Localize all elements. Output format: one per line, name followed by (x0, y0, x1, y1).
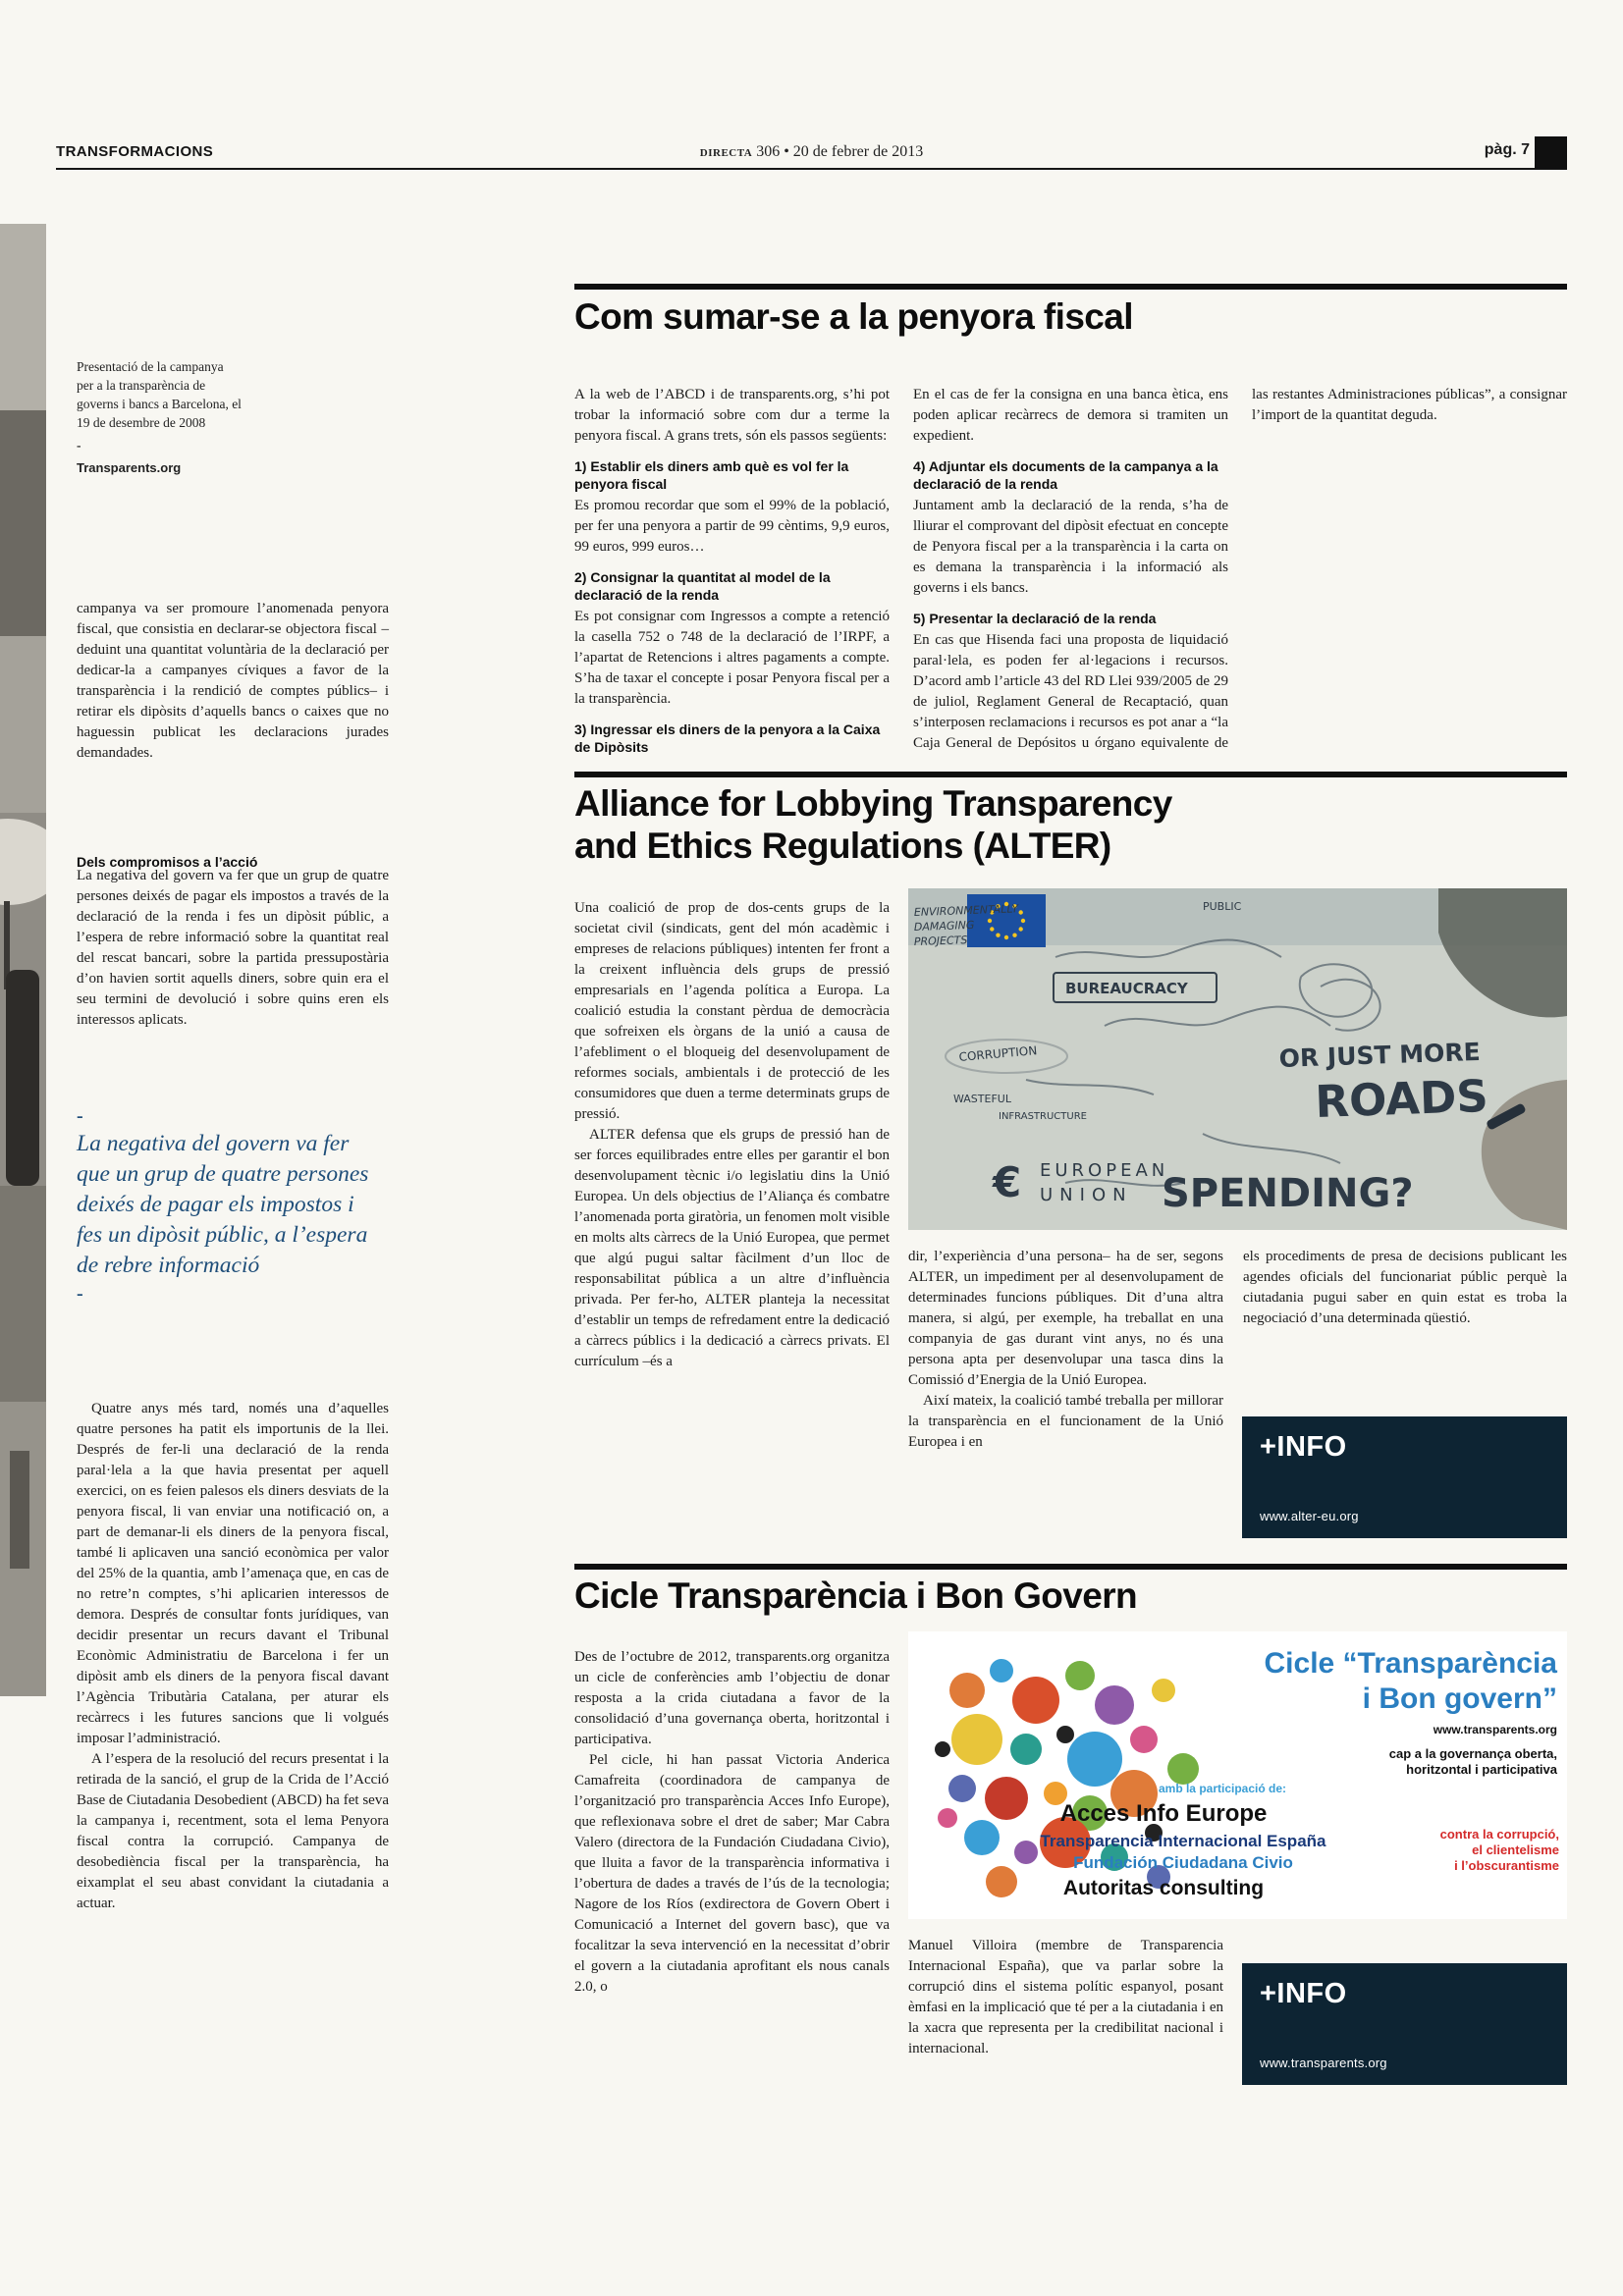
label-wasteful: WASTEFUL (953, 1093, 1011, 1105)
article3-paragraph-3: Manuel Villoira (membre de Transparencia Internacional España), que va parlar sobre la corrupció dins el sistema polític espanyol, posant èmfasi en la implicació que té per a la ciutadania i en la xacra que representa per la credibilitat nacional i internacional. (908, 1938, 1223, 2056)
photo-caption (77, 357, 242, 477)
article1-step2-body: Es pot consignar com Ingressos a compte a retenció la casella 752 o 748 de la declaració de l’IRPF, a l’apartat de Retencions i altres pagaments a compte. S’ha de taxar el concepte i posar Penyora fiscal per a la transparència. (574, 609, 890, 707)
banner-participant-2: Transparencia Internacional España (1040, 1832, 1326, 1850)
info-label: +INFO (1260, 1431, 1347, 1463)
article1-step3-head: 3) Ingressar els diners de la penyora a la Caixa de Dipòsits (574, 721, 881, 755)
article1-step4-body: Juntament amb la declaració de la renda, s’ha de lliurar el comprovant del dipòsit efectuat en concepte de Penyora fiscal per a la transparència i la carta on es demana la transparència i la informació als governs i els bancs. (913, 498, 1228, 596)
article1-step5-head: 5) Presentar la declaració de la renda (913, 611, 1157, 626)
masthead-name: directa (699, 143, 753, 160)
article2-title (574, 782, 1478, 867)
label-public: PUBLIC (1203, 900, 1242, 913)
caption-text: Presentació de la campanya per a la transparència de governs i bancs a Barcelona, el 19 de desembre de 2008 (77, 359, 242, 430)
article3-column-2 (908, 1936, 1223, 2059)
article2-paragraph-5: els procediments de presa de decisions publicant les agendes oficials del funcionariat públic perquè la ciutadania pugui saber en quin estat es troba la negociació d’una determinada qüestió. (1243, 1249, 1567, 1326)
label-environmentally: ENVIRONMENTALLY (913, 902, 1019, 919)
banner-url: www.transparents.org (1433, 1723, 1557, 1736)
article1-body (574, 385, 1567, 774)
banner-participant-3: Fundación Ciudadana Civio (1073, 1853, 1293, 1872)
article1-step3-body: En el cas de fer la consigna en una banca ètica, ens poden aplicar recàrrecs de demora si tramiten un expedient. (913, 387, 1228, 444)
edge-photo-strip (0, 224, 46, 1696)
article2-paragraph-3: dir, l’experiència d’una persona– ha de ser, segons ALTER, un impediment per al desenvolupament de determinades funcions públiques. Dit d’una altra manera, si algú, per exemple, ha treballat en una companyia de gas durant vint anys, no és una persona apta per desenvolupar una tasca dins la Comissió d’Energia de la Unió Europea. (908, 1249, 1223, 1388)
photo-credit: Transparents.org (77, 460, 182, 475)
info-box-alter (1242, 1416, 1567, 1538)
banner-against-line3: i l’obscurantisme (1454, 1858, 1559, 1873)
banner-title-line1: Cicle “Transparència (1264, 1647, 1557, 1680)
article2-paragraph-4: Així mateix, la coalició també treballa per millorar la transparència en el funcionament de la Unió Europea i en (908, 1393, 1223, 1450)
headline-rule-1 (574, 284, 1567, 290)
corner-square-mark (1535, 136, 1567, 169)
left-subhead: Dels compromisos a l’acció (77, 854, 258, 870)
article1-step5-body: En cas que Hisenda faci una proposta de liquidació paral·lela, es poden fer al·legacions i recursos. D’acord amb l’article 43 del RD Llei 939/2005 de 29 de juliol, Reglament General de Recaptació, quan s’interposen reclamacions i recursos es pot anar a “la Caja General de Depósitos u órgano equivalente de las restantes Administraciones públicas”, a consignar l’import de la quantitat deguda. (913, 387, 1567, 751)
label-roads: ROADS (1314, 1069, 1489, 1128)
pull-quote-dash-top: - (77, 1105, 83, 1127)
article1-title: Com sumar-se a la penyora fiscal (574, 296, 1133, 337)
article2-title-line2: and Ethics Regulations (ALTER) (574, 826, 1111, 866)
label-bureaucracy: BUREAUCRACY (1065, 980, 1188, 997)
left-paragraph-1: campanya va ser promoure l’anomenada penyora fiscal, que consistia en declarar-se objectora fiscal –deduint una quantitat voluntària de la declaració per dedicar-la a campanyes cíviques a favor de la transparència i la rendició de comptes públics– i retirar els dipòsits d’aquells bancs o caixes que no haguessin publicat les declaracions jurades demandades. (77, 601, 389, 761)
article1-step4-head: 4) Adjuntar els documents de la campanya a la declaració de la renda (913, 458, 1218, 492)
banner-tagline-line2: horitzontal i participativa (1406, 1762, 1557, 1777)
label-damaging: DAMAGING (913, 918, 975, 934)
article2-column-2 (908, 1247, 1223, 1453)
banner-tagline-line1: cap a la governança oberta, (1388, 1746, 1557, 1761)
article1-step2-head: 2) Consignar la quantitat al model de la declaració de la renda (574, 569, 831, 603)
banner-title-line2: i Bon govern” (1362, 1682, 1557, 1715)
headline-rule-3 (574, 1564, 1567, 1570)
caption-dash: - (77, 438, 81, 453)
label-or-just-more: OR JUST MORE (1278, 1037, 1482, 1073)
article2-title-line1: Alliance for Lobbying Transparency (574, 783, 1172, 824)
article3-column-1 (574, 1647, 890, 1998)
headline-rule-2 (574, 772, 1567, 777)
left-paragraph-2: La negativa del govern va fer que un grup de quatre persones deixés de pagar els impostos a través de la declaració de la renda i fes un dipòsit públic, a l’espera de rebre informació sobre la quantitat real del rescat bancari, sobre la partida pressupostària d’on havien sortit aquells diners, sobre quin era el seu termini de devolució i sobre quins eren els interessos aplicats. (77, 868, 389, 1028)
banner-against-line2: el clientelisme (1472, 1842, 1559, 1857)
pull-quote-dash-bottom: - (77, 1283, 83, 1305)
banner-against-line1: contra la corrupció, (1439, 1827, 1559, 1842)
label-euro-sign: € (993, 1158, 1022, 1206)
article1-step1-body: Es promou recordar que som el 99% de la població, per fer una penyora a partir de 99 cèntims, 9,9 euros, 99 euros, 999 euros… (574, 498, 890, 555)
left-paragraph-4: A l’espera de la resolució del recurs presentat i la retirada de la sanció, el grup de la Crida de l’Acció Base de Ciutadania Desobedient (ABCD) ha fet seva la campanya i, recentment, sota el lema Penyora fiscal contra la corrupció. Campanya de desobediència fiscal per la transparència, ha eixamplat el seu abast convidant la ciutadania a actuar. (77, 1751, 389, 1911)
info-box-transparents (1242, 1963, 1567, 2085)
article3-paragraph-2: Pel cicle, hi han passat Victoria Anderica Camafreita (coordinadora de campanya de l’organització pro transparència Acces Info Europe), que reflexionava sobre el dret de saber; Mar Cabra Valero (directora de la Fundación Ciudadana Civio), que lluita a favor de la transparència informativa i l’obertura de dades a través de l’ús de la tecnologia; Nagore de los Ríos (exdirectora de Govern Obert i Comunicació a Internet del govern basc), que va focalitzar la seva intervenció en la necessitat d’obrir el govern a la ciutadania aprofitant els nous canals 2.0, o (574, 1752, 890, 1995)
article1-step1-head: 1) Establir els diners amb què es vol fer la penyora fiscal (574, 458, 849, 492)
article2-column-3 (1243, 1247, 1567, 1329)
edge-photo-graphic (0, 224, 46, 1696)
label-european: EUROPEAN (1040, 1160, 1169, 1181)
label-projects: PROJECTS (913, 934, 968, 948)
article2-paragraph-1: Una coalició de prop de dos-cents grups de la societat civil (sindicats, gent del món acadèmic i empreses de relacions públiques) intenten fer front a la creixent influència dels grups de pressió empresarials en l’agenda política a Europa. La coalició estudia la constant pèrdua de democràcia que sofreixen els òrgans de la unió a causa de l’afebliment o el bloqueig del desenvolupament de reformes socials, ambientals i de protecció de les consumidores que duen a terme determinats grups de pressió. (574, 900, 890, 1122)
article2-column-1 (574, 898, 890, 1372)
article2-paragraph-2: ALTER defensa que els grups de pressió han de ser forces equilibrades entre elles per garantir el bon desenvolupament tècnic i/o legislatiu dins la Unió Europea. Un dels objectius de l’Aliança és combatre l’anomenada porta giratòria, un fenomen molt visible en molts alts càrrecs de la Unió Europea, que permet que algú pugui saltar fàcilment d’un lloc de responsabilitat pública a un altre d’influència privada. Per fer-ho, ALTER planteja la necessitat d’establir un temps de refredament entre la dedicació a càrrecs públics i la dedicació a càrrecs privats. El currículum –és a (574, 1127, 890, 1369)
info-url: www.transparents.org (1260, 2056, 1387, 2070)
whiteboard-photo (908, 888, 1567, 1230)
info-url: www.alter-eu.org (1260, 1509, 1359, 1523)
article3-title: Cicle Transparència i Bon Govern (574, 1575, 1137, 1616)
label-spending: SPENDING? (1162, 1171, 1414, 1216)
article3-paragraph-1: Des de l’octubre de 2012, transparents.org organitza un cicle de conferències amb l’objectiu de donar resposta a la crida ciutadana a favor de la consolidació d’una governança oberta, horitzontal i participativa. (574, 1649, 890, 1747)
label-union: UNION (1040, 1185, 1133, 1205)
header-rule (56, 168, 1567, 170)
article1-intro: A la web de l’ABCD i de transparents.org, s’hi pot trobar la informació sobre com dur a terme la penyora fiscal. A grans trets, són els passos següents: (574, 387, 890, 444)
issue-line (0, 143, 1623, 161)
left-paragraph-3: Quatre anys més tard, només una d’aquelles quatre persones ha patit els importunis de la llei. Després de fer-li una declaració de la renda paral·lela a la que havia presentat per aquell exercici, on es feien palesos els diners desviats de la penyora fiscal, li van enviar una notificació on, a part de demanar-li els diners de la penyora fiscal, també li aplicaven una sanció econòmica per valor del 25% de la quantia, amb l’amenaça que, en cas de no retre’n comptes, s’hi aplicarien interessos de demora. Després de consultar fonts jurídiques, van decidir presentar un recurs davant el Tribunal Econòmic Administratiu de Barcelona i fer un dipòsit amb els diners de la penyora fiscal davant l’Agència Tributària Catalana, per aturar els recàrrecs i les futures sancions que li volgués imposar l’administració. (77, 1401, 389, 1746)
label-corruption: CORRUPTION (958, 1043, 1038, 1064)
issue-date: 306 • 20 de febrer de 2013 (756, 143, 924, 160)
page-number: pàg. 7 (1484, 141, 1530, 158)
banner-participant-1: Acces Info Europe (1059, 1800, 1268, 1827)
banner-participant-4: Autoritas consulting (1062, 1877, 1265, 1899)
whiteboard-photo-graphic (908, 888, 1567, 1230)
banner-participants-label: amb la participació de: (1158, 1782, 1287, 1795)
pull-quote-text: La negativa del govern va fer que un grup de quatre persones deixés de pagar els impostos i fes un dipòsit públic, a l’espera de rebre informació (77, 1131, 369, 1278)
cicle-banner-image (908, 1631, 1567, 1919)
info-label: +INFO (1260, 1978, 1347, 2009)
section-title: TRANSFORMACIONS (56, 143, 214, 160)
left-paragraph-block (77, 1399, 389, 1914)
label-infrastructure: INFRASTRUCTURE (999, 1111, 1087, 1122)
pull-quote (77, 1107, 377, 1303)
